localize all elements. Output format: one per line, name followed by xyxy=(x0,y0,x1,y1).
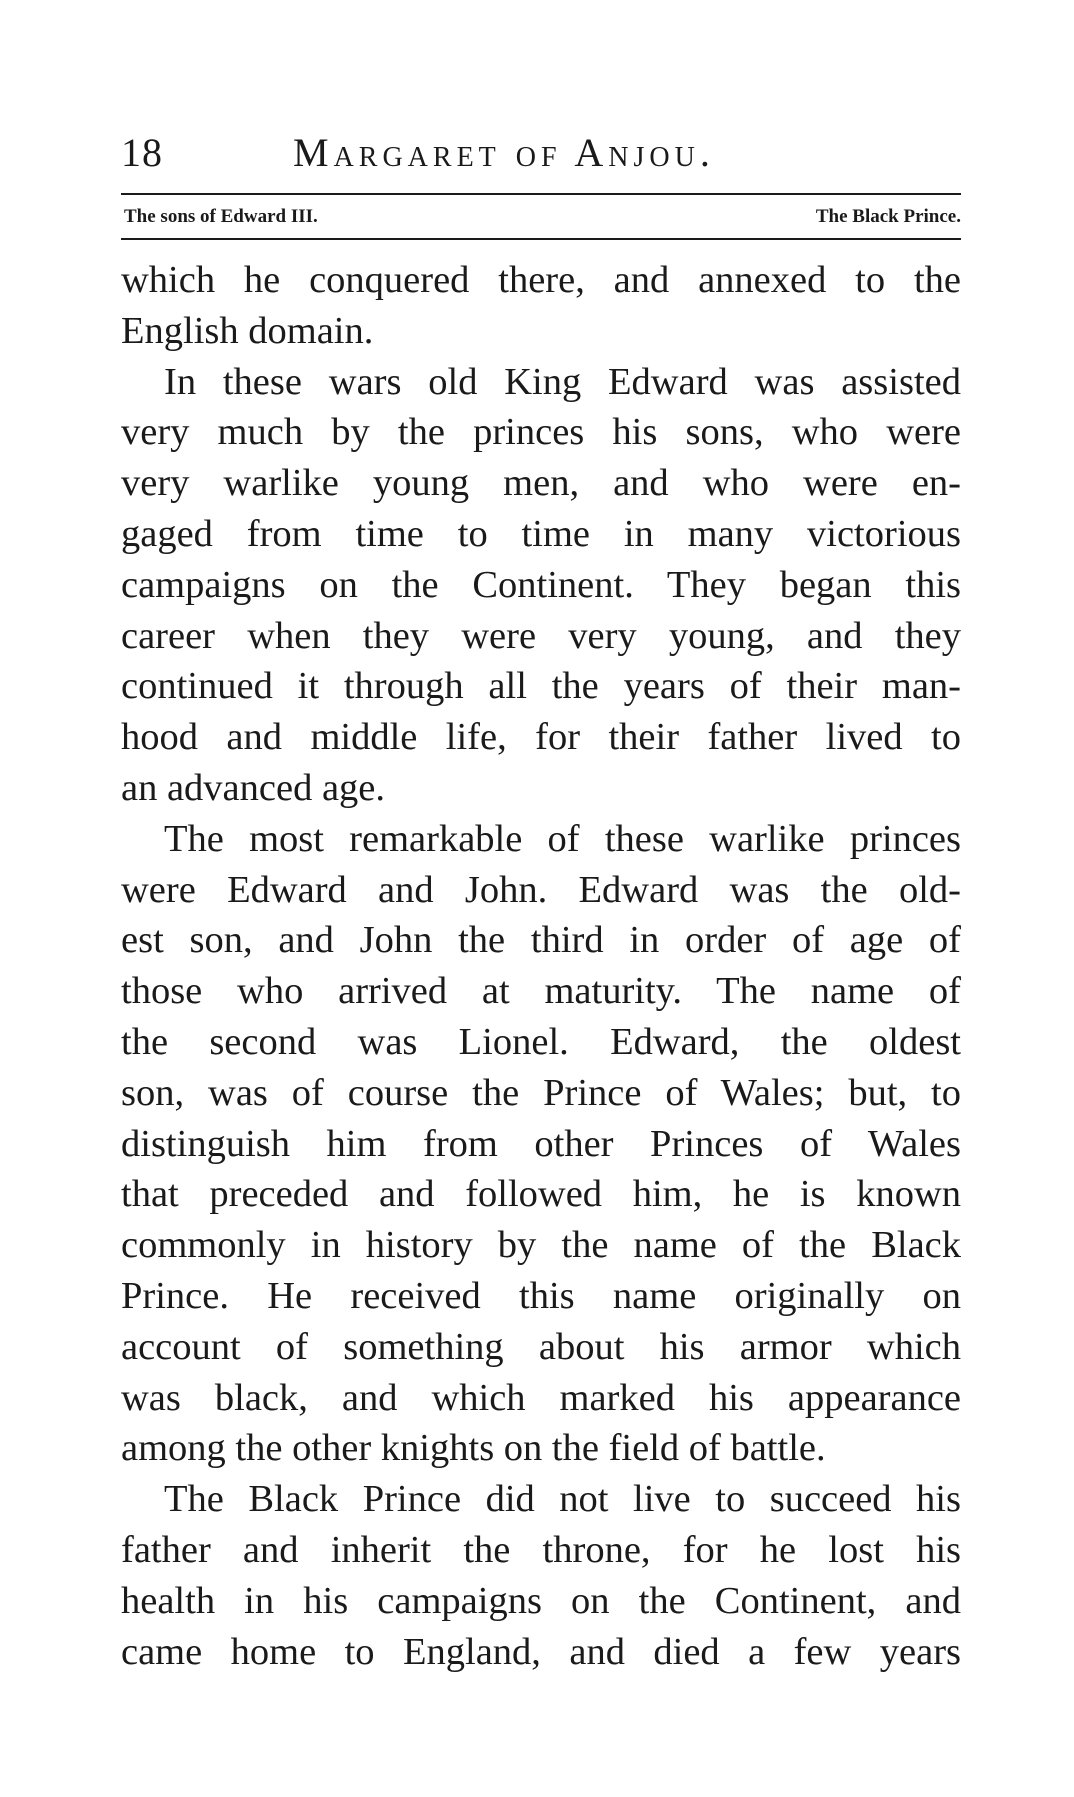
sidenote-right: The Black Prince. xyxy=(815,206,961,227)
text-line: gaged from time to time in many victorious xyxy=(121,512,961,555)
text-line: an advanced age. xyxy=(121,766,385,809)
text-line: health in his campaigns on the Continent, and xyxy=(121,1579,961,1622)
text-line: est son, and John the third in order of age of xyxy=(121,919,961,962)
text-line: was black, and which marked his appearance xyxy=(121,1376,961,1419)
text-line: campaigns on the Continent. They began this xyxy=(121,563,961,606)
text-line: came home to England, and died a few years xyxy=(121,1630,961,1673)
header-rule-bottom xyxy=(121,238,961,240)
text-line: English domain. xyxy=(121,309,374,352)
text-line: which he conquered there, and annexed to the xyxy=(121,259,961,301)
text-line: The most remarkable of these warlike princes xyxy=(164,817,961,860)
page-number: 18 xyxy=(121,130,163,175)
text-line: Prince. He received this name originally on xyxy=(121,1274,961,1317)
text-line: hood and middle life, for their father lived to xyxy=(121,716,961,759)
sidenote-row xyxy=(121,201,961,233)
text-line: In these wars old King Edward was assisted xyxy=(164,360,961,403)
header-rule-top xyxy=(121,193,961,195)
book-title: Margaret of Anjou. xyxy=(293,130,715,175)
text-line: son, was of course the Prince of Wales; but, to xyxy=(121,1071,961,1114)
text-line: distinguish him from other Princes of Wales xyxy=(121,1122,961,1165)
text-line: those who arrived at maturity. The name of xyxy=(121,970,961,1013)
text-line: commonly in history by the name of the Black xyxy=(121,1224,961,1267)
sidenote-left: The sons of Edward III. xyxy=(124,206,318,227)
text-line: continued it through all the years of their man- xyxy=(121,665,961,708)
text-line: very warlike young men, and who were en- xyxy=(121,462,961,505)
body-text xyxy=(121,255,961,1677)
text-line: among the other knights on the field of battle. xyxy=(121,1427,826,1470)
text-line: that preceded and followed him, he is known xyxy=(121,1173,961,1216)
text-line: career when they were very young, and they xyxy=(121,614,961,657)
text-line: very much by the princes his sons, who were xyxy=(121,411,961,454)
running-head xyxy=(121,128,961,178)
text-line: The Black Prince did not live to succeed his xyxy=(164,1478,961,1521)
text-line: father and inherit the throne, for he lost his xyxy=(121,1528,961,1571)
text-line: the second was Lionel. Edward, the oldest xyxy=(121,1020,961,1063)
text-line: account of something about his armor which xyxy=(121,1325,961,1368)
text-line: were Edward and John. Edward was the old- xyxy=(121,868,961,911)
